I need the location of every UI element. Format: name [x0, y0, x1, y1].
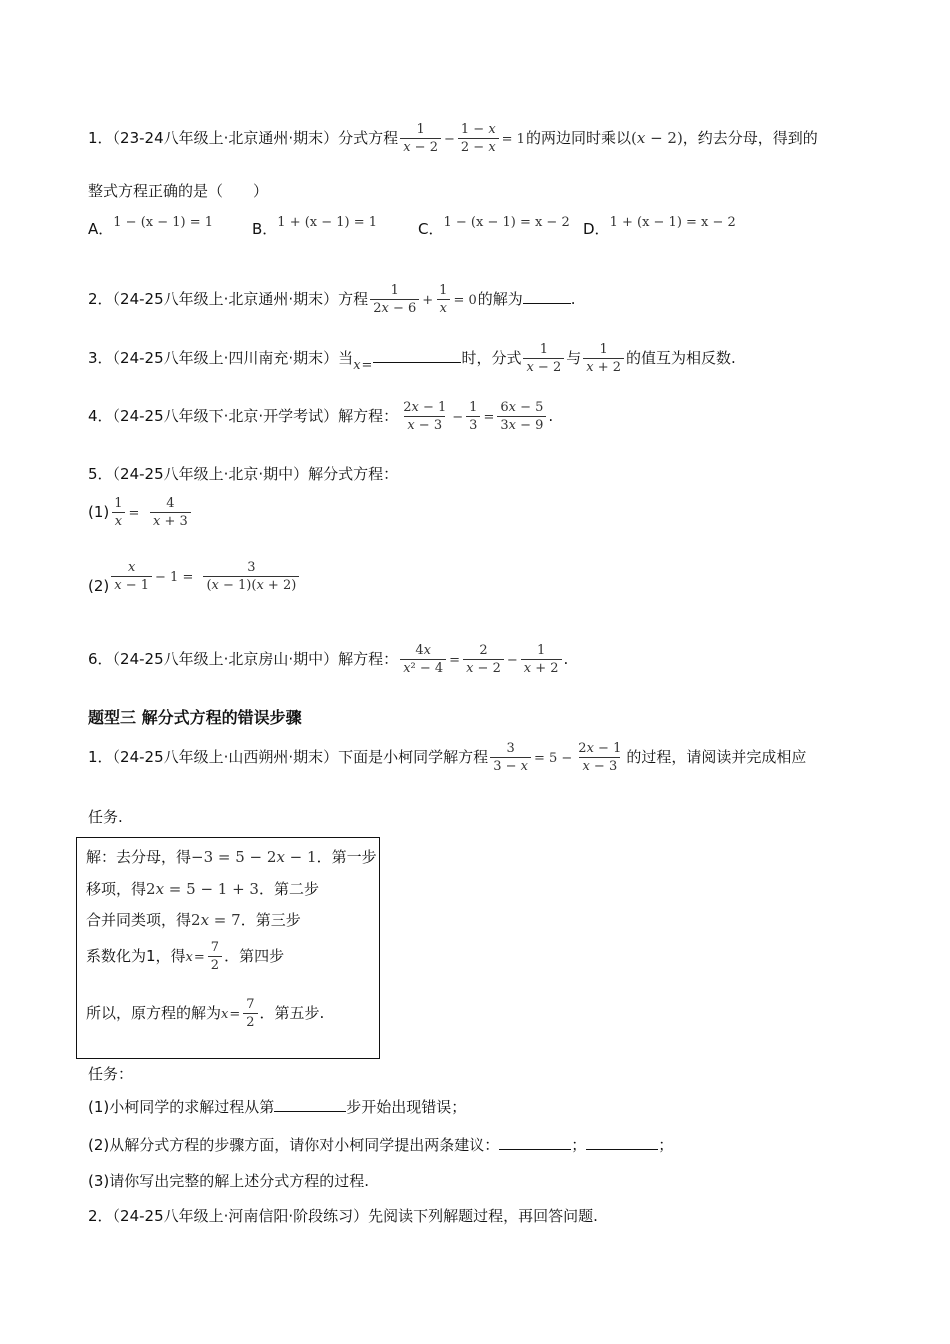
q5-line: 5．（24-25八年级上·北京·期中）解分式方程：	[88, 465, 399, 483]
task-3: (3)请你写出完整的解上述分式方程的过程.	[88, 1172, 370, 1190]
q3-line: 3．（24-25八年级上·四川南充·期末）当x= 时，分式 $\frac{1}{x - 2}$ 与 $\frac{1}{x + 2}$ 的值互为相反数.	[88, 342, 736, 375]
task-2: (2)从解分式方程的步骤方面，请你对小柯同学提出两条建议： ； ；	[88, 1136, 674, 1154]
box-step5: 所以，原方程的解为x= $\frac{7}{2}$ ．第五步.	[86, 997, 325, 1030]
task-2-blank-1[interactable]	[499, 1135, 571, 1150]
q1-source: （23-24八年级上·北京通州·期末）	[112, 129, 339, 147]
s3q2-line: 2．（24-25八年级上·河南信阳·阶段练习）先阅读下列解题过程，再回答问题.	[88, 1207, 598, 1225]
q1-option-d[interactable]: D．1 + (x − 1) = x − 2	[583, 215, 736, 238]
q3-answer-blank[interactable]	[373, 348, 461, 363]
q4-fraction-3: $\frac{6x - 5}{3x - 9}$	[497, 400, 546, 433]
q6-fraction-1: $\frac{4x}{\text{x² − 4}}$	[400, 643, 446, 676]
s3q1-fraction-1: $\frac{3}{3 - x}$	[490, 741, 531, 774]
s3q1-fraction-2: $\frac{2x - 1}{x - 3}$	[578, 741, 622, 774]
q2-line: 2．（24-25八年级上·北京通州·期末）方程 $\frac{1}{2x - 6}$ + $\frac{1}{x}$ = 0的解为 .	[88, 283, 576, 316]
q1-option-b[interactable]: B．1 + (x − 1) = 1	[252, 215, 378, 238]
q1-fraction-2: $\frac{1 - x}{2 - x}$	[458, 122, 499, 155]
q2-fraction-1: $\frac{1}{2x - 6}$	[370, 283, 419, 316]
task-1: (1)小柯同学的求解过程从第 步开始出现错误；	[88, 1098, 467, 1116]
q6-fraction-2: $\frac{2}{x - 2}$	[463, 643, 504, 676]
q2-answer-blank[interactable]	[523, 289, 571, 304]
task-heading: 任务：	[88, 1065, 134, 1083]
q3-fraction-1: $\frac{1}{x - 2}$	[523, 342, 564, 375]
section-title: 题型三 解分式方程的错误步骤	[88, 708, 302, 727]
s3q1-line1: 1．（24-25八年级上·山西朔州·期末）下面是小柯同学解方程 $\frac{3}{3 - x}$ = 5 − $\frac{2x - 1}{x - 3}$ 的过程，请阅读并完成相应	[88, 741, 807, 774]
q1-multiplier: (x − 2)	[630, 129, 683, 147]
q3-fraction-2: $\frac{1}{x + 2}$	[583, 342, 624, 375]
q1-option-c[interactable]: C．1 − (x − 1) = x − 2	[418, 215, 570, 238]
box-step1: 解：去分母，得−3 = 5 − 2x − 1．第一步	[86, 848, 377, 866]
box-step3: 合并同类项，得2x = 7．第三步	[86, 911, 301, 929]
q5-part1: (1) $\frac{1}{x}$ = $\frac{4}{x + 3}$	[88, 496, 200, 529]
q1-option-a[interactable]: A．1 − (x − 1) = 1	[88, 215, 214, 238]
q6-fraction-3: $\frac{1}{x + 2}$	[521, 643, 562, 676]
q4-line: 4．（24-25八年级下·北京·开学考试）解方程： $\frac{2x - 1}{x - 3}$ − $\frac{1}{3}$ = $\frac{6x - 5}{3x - 9}$ .	[88, 400, 554, 433]
q4-fraction-2: $\frac{1}{3}$	[466, 400, 480, 433]
q1-line2: 整式方程正确的是（ ）	[88, 182, 269, 200]
q1-line1: 1．（23-24八年级上·北京通州·期末）分式方程 $\frac{1}{x - 2}$ − $\frac{1 - x}{2 - x}$ = 1的两边同时乘以(x − 2)，约去分母，得到的	[88, 122, 818, 155]
q1-number: 1．	[88, 129, 113, 147]
box-step4: 系数化为1，得x= $\frac{7}{2}$ ．第四步	[86, 940, 285, 973]
task-2-blank-2[interactable]	[586, 1135, 658, 1150]
q2-fraction-2: $\frac{1}{x}$	[436, 283, 450, 316]
s3q1-line2: 任务.	[88, 808, 123, 826]
task-1-blank[interactable]	[274, 1097, 346, 1112]
q5-part2: (2) $\frac{x}{x - 1}$ − 1 = $\frac{3}{(x - 1)(x + 2)}$	[88, 560, 308, 593]
q1-fraction-1: $\frac{1}{x - 2}$	[400, 122, 441, 155]
q6-line: 6．（24-25八年级上·北京房山·期中）解方程： $\frac{4x}{\text{x² − 4}}$ = $\frac{2}{x - 2}$ − $\frac{1}{x + 2}$ .	[88, 643, 569, 676]
q4-fraction-1: $\frac{2x - 1}{x - 3}$	[403, 400, 447, 433]
box-step2: 移项，得2x = 5 − 1 + 3．第二步	[86, 880, 319, 898]
